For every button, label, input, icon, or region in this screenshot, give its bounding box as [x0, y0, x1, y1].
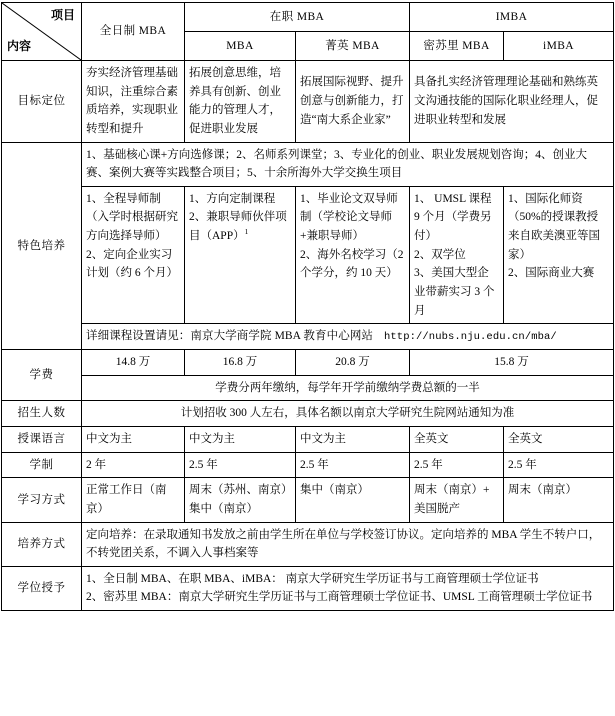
course-detail-url-link[interactable]: http://nubs.nju.edu.cn/mba/	[384, 331, 557, 344]
language-imba-cell: 全英文	[504, 427, 614, 453]
header-group-parttime-mba: 在职 MBA	[185, 3, 410, 32]
feature-imba-cell	[504, 186, 614, 323]
duration-imba-cell: 2.5 年	[504, 452, 614, 478]
duration-mba-cell: 2.5 年	[185, 452, 296, 478]
row-label-goal: 目标定位	[2, 61, 82, 143]
study-mode-umsl-line-2: 美国脱产	[414, 502, 461, 515]
row-label-enrollment: 招生人数	[2, 401, 82, 427]
goal-mba-cell: 拓展创意思维，培养具有创新、创业能力的管理人才，促进职业发展	[185, 61, 296, 143]
mba-program-comparison-table	[1, 2, 614, 611]
study-mode-umsl-line-1: 周末（南京）+	[414, 484, 490, 497]
goal-fulltime-cell: 夯实经济管理基础知识，注重综合素质培养，实现职业转型和提升	[82, 61, 185, 143]
row-label-feature: 特色培养	[2, 142, 82, 350]
degree-line-2: 2、密苏里 MBA：南京大学研究生学历证书与工商管理硕士学位证书、UMSL 工商管理硕士学位证书	[86, 591, 593, 604]
study-mode-mba-cell	[185, 478, 296, 522]
language-umsl-cell: 全英文	[410, 427, 504, 453]
goal-elite-cell: 拓展国际视野、提升创意与创新能力，打造“南大系企业家”	[296, 61, 410, 143]
feature-umsl-line-2: 2、双学位	[414, 248, 466, 261]
row-label-degree: 学位授予	[2, 566, 82, 610]
header-corner-項目-label: 项目	[50, 8, 75, 22]
table-row-enrollment	[2, 401, 614, 427]
feature-elite-line-1: 1、毕业论文双导师制（学校论文导师+兼职导师）	[300, 192, 398, 242]
training-mode-value-cell: 定向培养：在录取通知书发放之前由学生所在单位与学校签订协议。定向培养的 MBA 学生不转户口，不转党团关系，不调入人事档案等	[82, 522, 614, 566]
language-mba-cell: 中文为主	[185, 427, 296, 453]
header-sub-umsl-mba: 密苏里 MBA	[410, 32, 504, 61]
tuition-elite-cell: 20.8 万	[296, 350, 410, 376]
feature-elite-line-2: 2、海外名校学习（2 个学分，约 10 天）	[300, 248, 404, 280]
feature-elite-cell	[296, 186, 410, 323]
language-fulltime-cell: 中文为主	[82, 427, 185, 453]
feature-umsl-line-3: 3、美国大型企业带薪实习 3 个月	[414, 267, 495, 317]
table-row-study-mode	[2, 478, 614, 522]
header-corner-內容-label: 内容	[7, 38, 32, 53]
row-label-tuition: 学费	[2, 350, 82, 401]
feature-mba-line-2-text: 2、兼职导师伙伴项目（APP）	[189, 211, 287, 242]
mba-comparison-table-page	[0, 2, 615, 716]
table-row-goal	[2, 61, 614, 143]
table-row-degree	[2, 566, 614, 610]
table-row-tuition-note	[2, 375, 614, 401]
duration-fulltime-cell: 2 年	[82, 452, 185, 478]
duration-umsl-cell: 2.5 年	[410, 452, 504, 478]
feature-fulltime-line-2: 2、定向企业实习计划（约 6 个月）	[86, 248, 178, 280]
feature-mba-line-2	[189, 208, 291, 245]
row-label-duration: 学制	[2, 452, 82, 478]
table-row-language	[2, 427, 614, 453]
header-corner-cell	[2, 3, 82, 61]
study-mode-imba-cell: 周末（南京）	[504, 478, 614, 522]
goal-imba-cell: 具备扎实经济管理理论基础和熟练英文沟通技能的国际化职业经理人，促进职业转型和发展	[410, 61, 614, 143]
header-sub-mba: MBA	[185, 32, 296, 61]
feature-course-detail-url-cell	[82, 324, 614, 350]
degree-line-1: 1、全日制 MBA、在职 MBA、iMBA： 南京大学研究生学历证书与工商管理硕士学位证书	[86, 572, 539, 585]
header-fulltime-mba: 全日制 MBA	[82, 3, 185, 61]
feature-umsl-cell	[410, 186, 504, 323]
duration-elite-cell: 2.5 年	[296, 452, 410, 478]
feature-fulltime-cell	[82, 186, 185, 323]
header-group-imba: IMBA	[410, 3, 614, 32]
table-row-feature-url	[2, 324, 614, 350]
tuition-mba-cell: 16.8 万	[185, 350, 296, 376]
study-mode-elite-cell: 集中（南京）	[296, 478, 410, 522]
row-label-study-mode: 学习方式	[2, 478, 82, 522]
study-mode-umsl-cell	[410, 478, 504, 522]
table-header-row-primary	[2, 3, 614, 32]
row-label-language: 授课语言	[2, 427, 82, 453]
language-elite-cell: 中文为主	[296, 427, 410, 453]
header-sub-imba: iMBA	[504, 32, 614, 61]
header-sub-elite-mba: 菁英 MBA	[296, 32, 410, 61]
tuition-payment-note-cell: 学费分两年缴纳，每学年开学前缴纳学费总额的一半	[82, 375, 614, 401]
study-mode-mba-line-2: 集中（南京）	[189, 502, 258, 515]
table-row-feature-specific	[2, 186, 614, 323]
table-row-tuition-amounts	[2, 350, 614, 376]
feature-common-cell: 1、基础核心课+方向选修课；2、名师系列课堂；3、专业化的创业、职业发展规划咨询；4、创业大赛、案例大赛等实践整合项目；5、十余所海外大学交换生项目	[82, 142, 614, 186]
row-label-training-mode: 培养方式	[2, 522, 82, 566]
study-mode-fulltime-cell: 正常工作日（南京）	[82, 478, 185, 522]
study-mode-mba-line-1: 周末（苏州、南京）	[189, 484, 293, 497]
course-detail-url-prefix: 详细课程设置请见：南京大学商学院 MBA 教育中心网站	[86, 330, 374, 343]
feature-fulltime-line-1: 1、全程导师制（入学时根据研究方向选择导师）	[86, 192, 178, 242]
feature-umsl-line-1: 1、 UMSL 课程 9 个月（学费另付）	[414, 192, 492, 242]
table-row-duration	[2, 452, 614, 478]
feature-mba-line-1: 1、方向定制课程	[189, 192, 276, 205]
feature-mba-cell	[185, 186, 296, 323]
table-row-training-mode	[2, 522, 614, 566]
table-row-feature-common	[2, 142, 614, 186]
tuition-imba-cell: 15.8 万	[410, 350, 614, 376]
enrollment-value-cell: 计划招收 300 人左右，具体名额以南京大学研究生院网站通知为准	[82, 401, 614, 427]
feature-imba-line-2: 2、国际商业大赛	[508, 267, 595, 280]
feature-imba-line-1: 1、国际化师资（50%的授课教授来自欧美澳亚等国家）	[508, 192, 601, 261]
feature-mba-footnote-marker: 1	[244, 227, 249, 237]
degree-value-cell	[82, 566, 614, 610]
tuition-fulltime-cell: 14.8 万	[82, 350, 185, 376]
